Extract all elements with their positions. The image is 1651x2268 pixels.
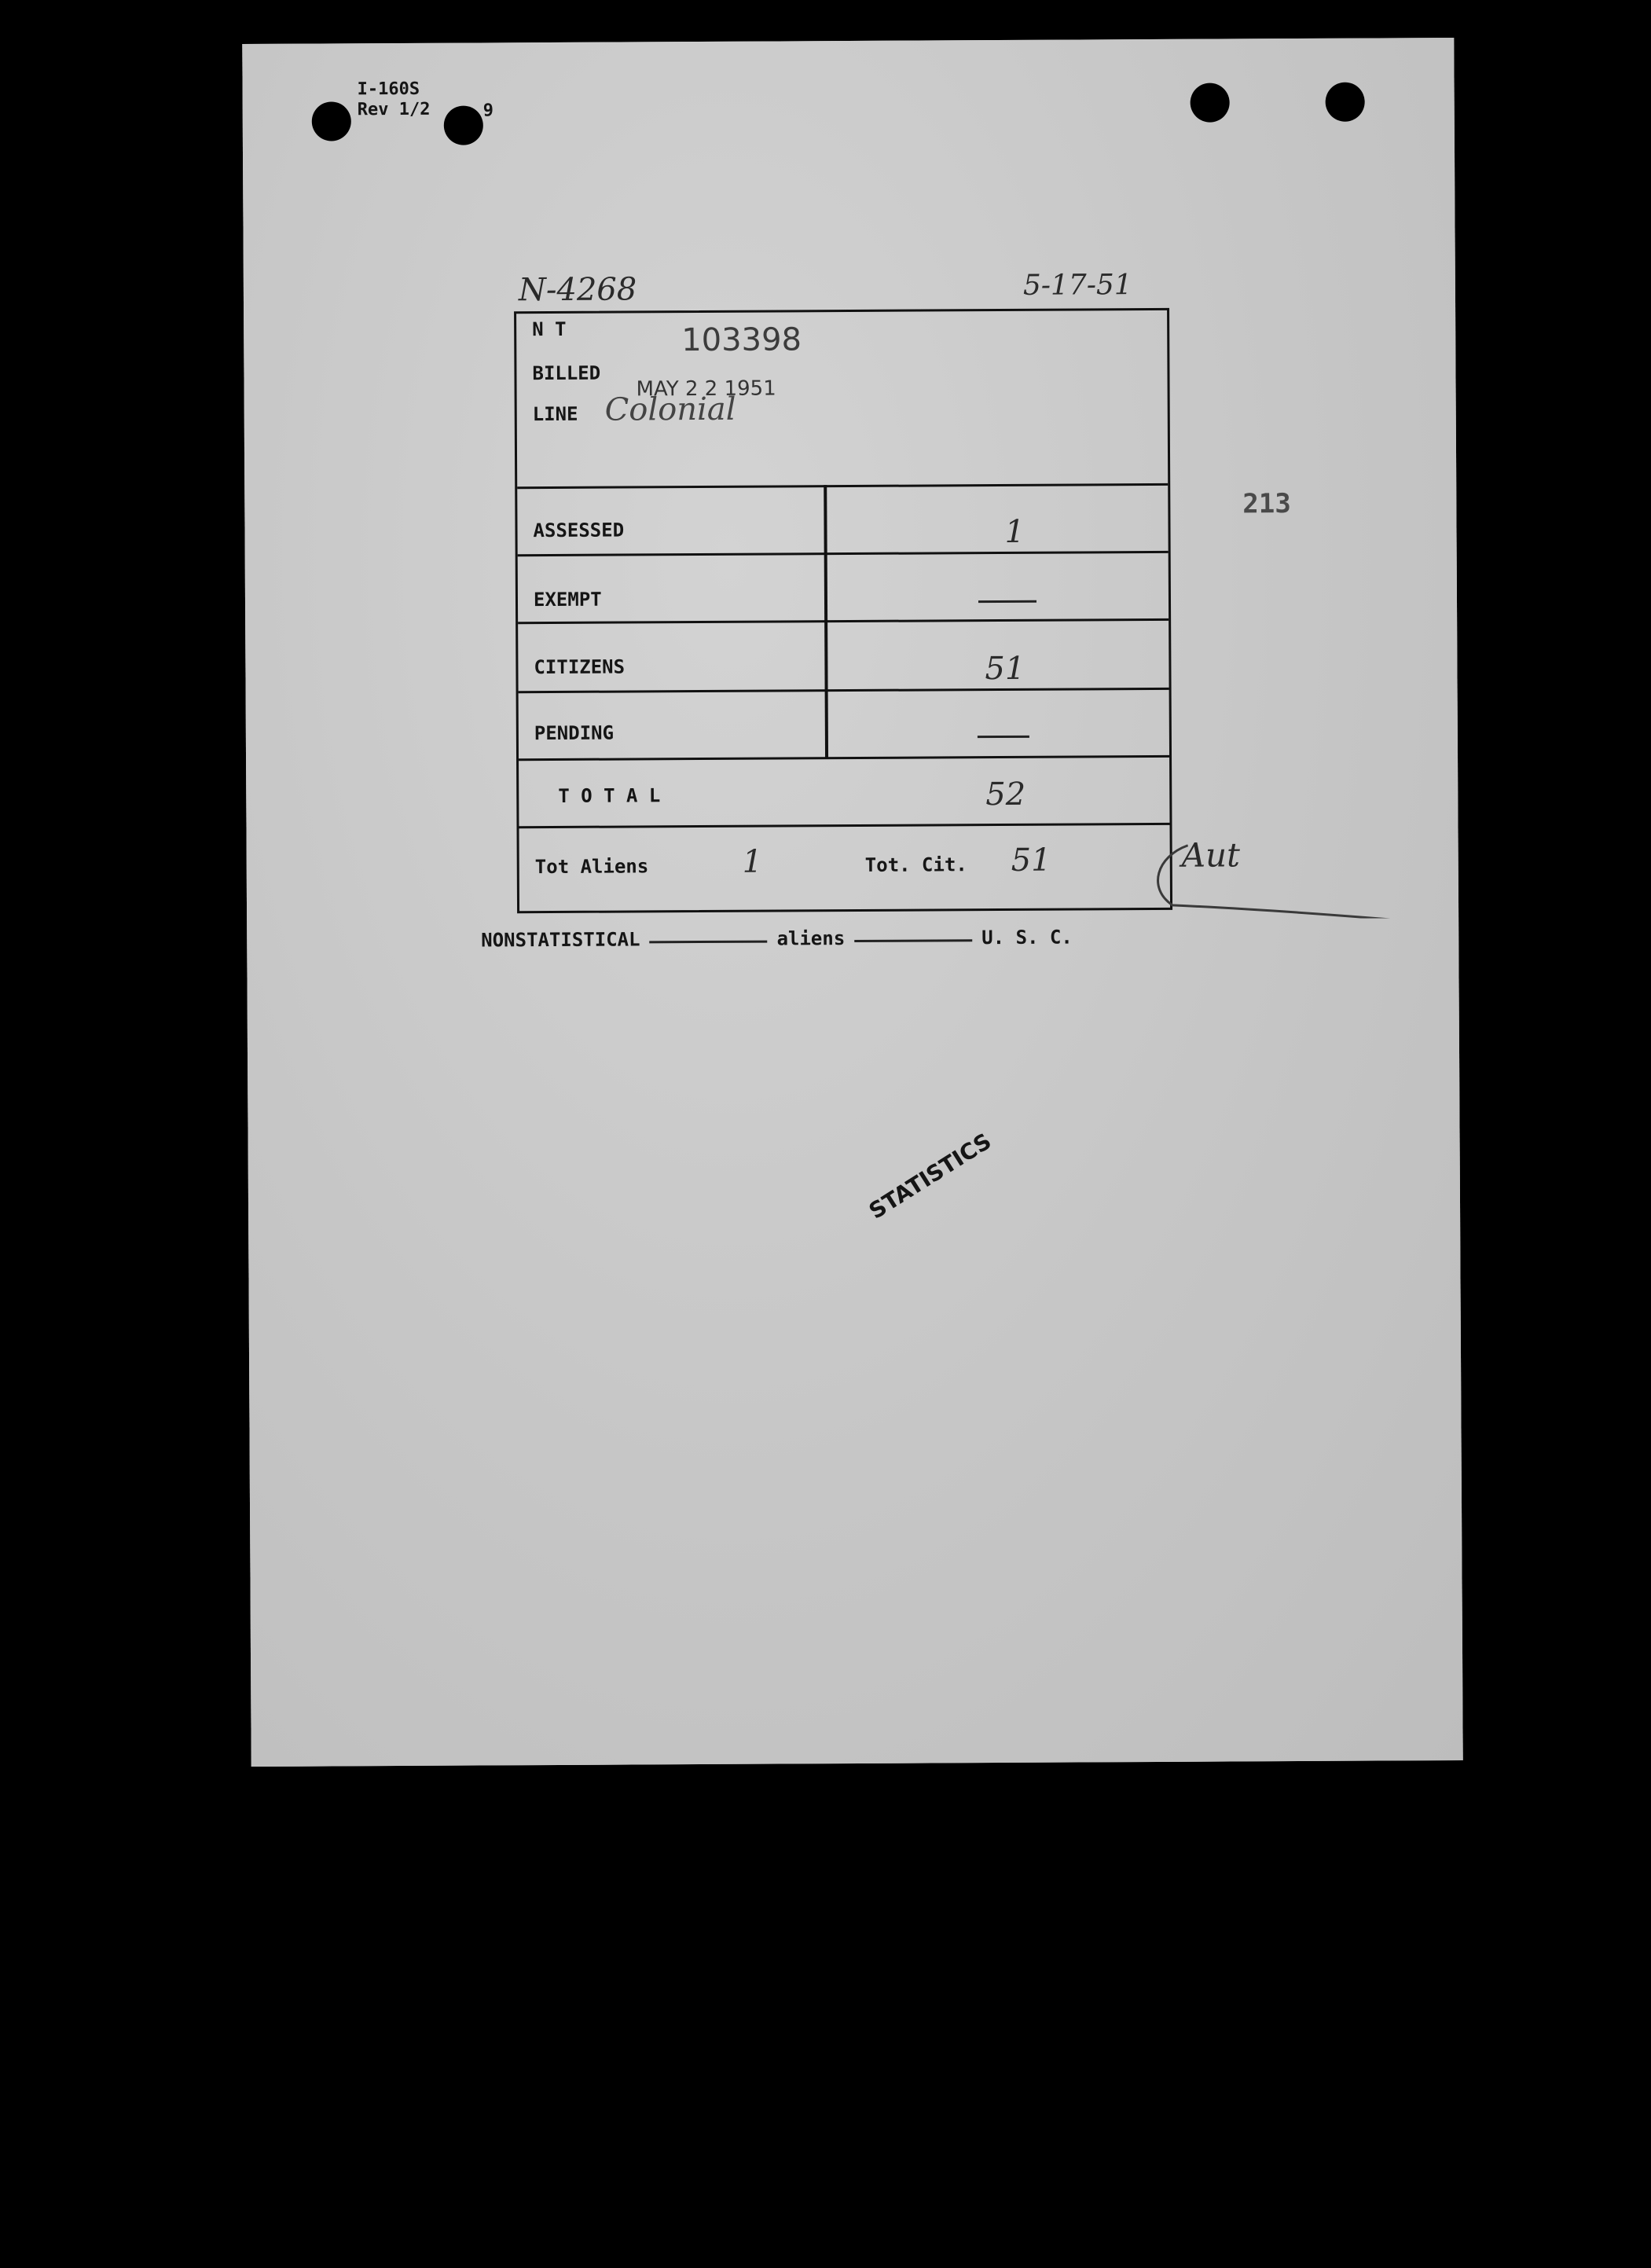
section-divider — [517, 483, 1168, 489]
punch-hole-right-1 — [1191, 83, 1230, 122]
tot-cit-label: Tot. Cit. — [864, 853, 967, 876]
nt-label: N T — [532, 317, 567, 341]
nonstatistical-aliens-blank — [650, 937, 768, 943]
punch-hole-right-2 — [1326, 83, 1365, 122]
total-label: T O T A L — [558, 784, 661, 807]
document-page — [242, 38, 1462, 1767]
header-date: 5-17-51 — [1022, 269, 1132, 302]
row-divider — [518, 551, 1169, 556]
billed-label: BILLED — [532, 361, 601, 385]
row-value-pending — [978, 736, 1029, 738]
tot-aliens-label: Tot Aliens — [534, 855, 649, 879]
row-label-pending: PENDING — [534, 721, 615, 745]
line-label: LINE — [532, 402, 578, 426]
total-value: 52 — [985, 776, 1026, 813]
row-value-assessed: 1 — [1004, 513, 1025, 550]
nonstatistical-line — [481, 927, 1073, 952]
form-number: I-160S — [357, 79, 420, 100]
nonstatistical-label: NONSTATISTICAL — [481, 928, 640, 952]
row-value-citizens: 51 — [985, 650, 1025, 688]
initials-signature: Aut — [1181, 835, 1241, 875]
row-value-exempt — [978, 600, 1036, 603]
punch-hole-center — [444, 105, 483, 145]
row-label-exempt: EXEMPT — [533, 588, 602, 611]
line-value: Colonial — [604, 391, 736, 428]
row-divider — [519, 823, 1169, 828]
form-revision: Rev 1/2 — [357, 99, 431, 120]
tot-cit-value: 51 — [1011, 842, 1051, 879]
signature-flourish — [1141, 831, 1401, 919]
nonstatistical-usc-label: U. S. C. — [981, 926, 1073, 949]
statistics-stamp: STATISTICS — [864, 1128, 996, 1224]
nonstatistical-usc-blank — [854, 936, 972, 942]
page-number: 213 — [1242, 488, 1291, 520]
manifest-id: N-4268 — [518, 271, 637, 309]
row-divider — [519, 755, 1169, 761]
nt-number-stamp: 103398 — [681, 321, 802, 359]
nonstatistical-aliens-label: aliens — [776, 927, 846, 950]
row-label-assessed: ASSESSED — [533, 519, 625, 542]
row-divider — [518, 618, 1169, 624]
form-revision-tail: 9 — [482, 101, 494, 121]
tot-aliens-value: 1 — [742, 843, 763, 880]
row-label-citizens: CITIZENS — [534, 655, 626, 679]
statistics-form-box — [514, 308, 1172, 913]
row-divider — [519, 688, 1169, 693]
punch-hole-left — [312, 101, 351, 141]
billed-date-stamp: MAY 2 2 1951 — [636, 376, 776, 402]
